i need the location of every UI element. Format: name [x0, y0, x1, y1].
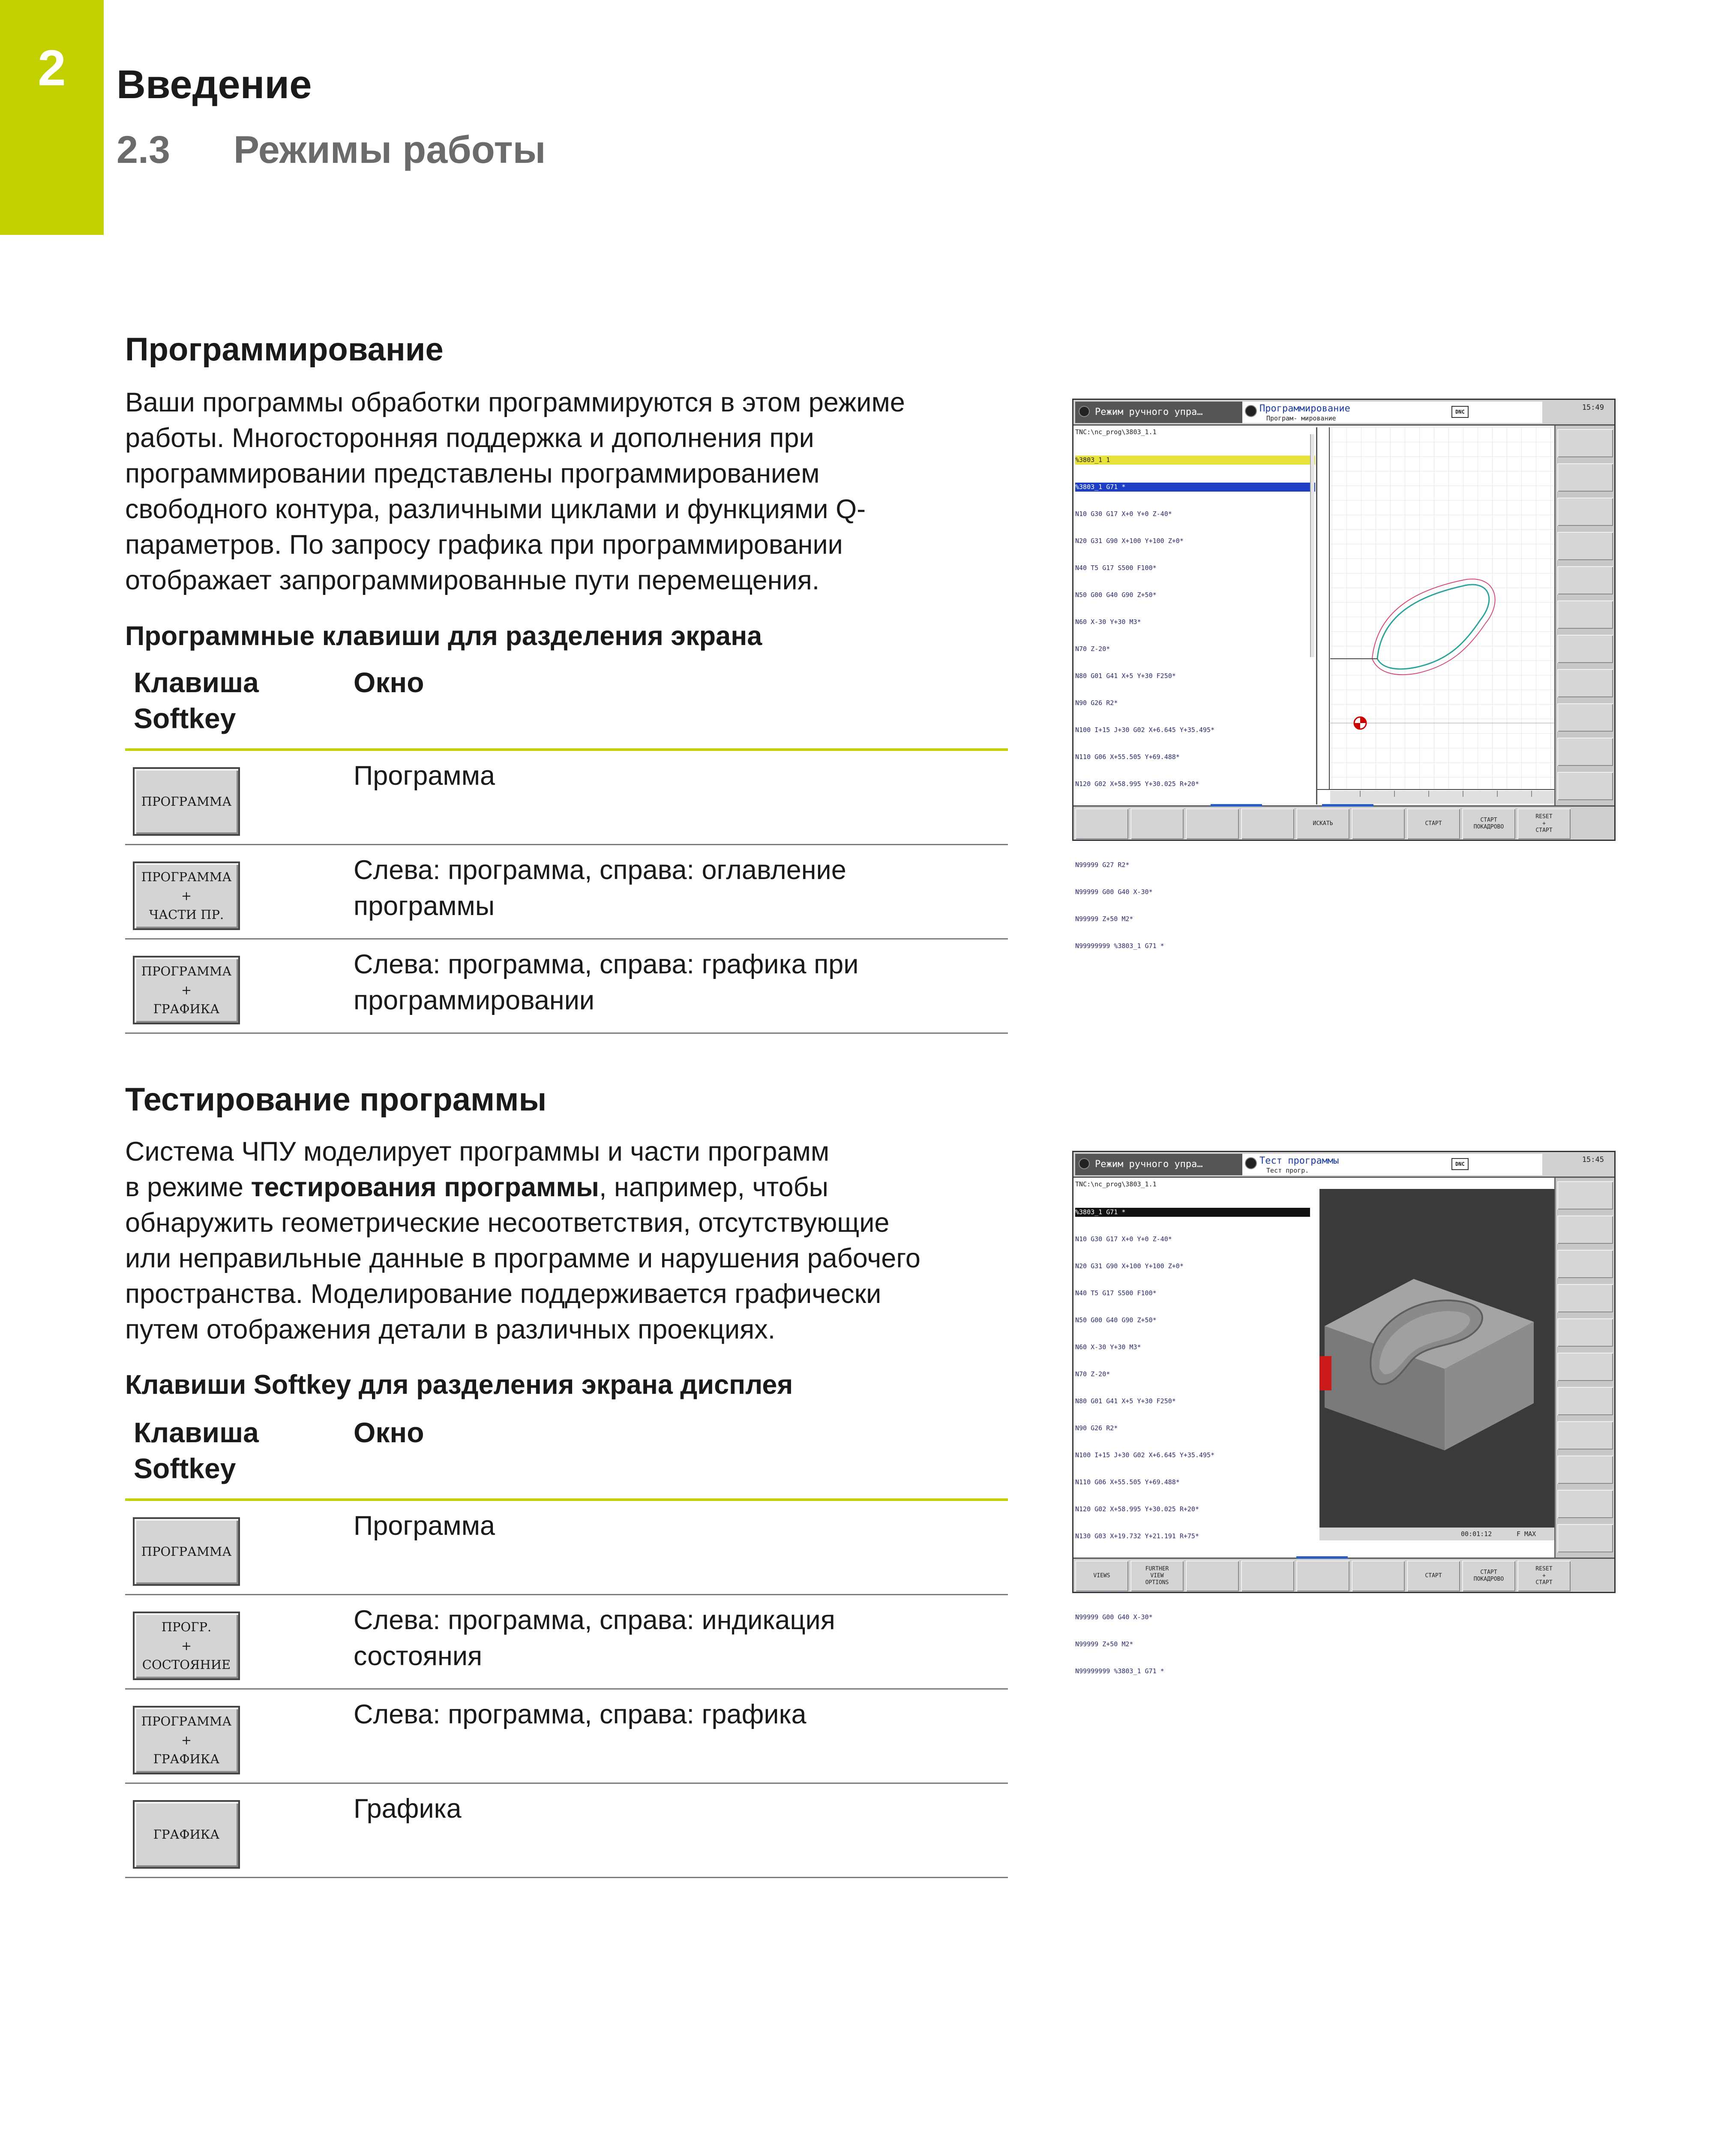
vertical-softkey[interactable]	[1557, 669, 1613, 697]
tab-manual-operation[interactable]	[1075, 402, 1242, 423]
softkey[interactable]	[1186, 808, 1239, 839]
program-line[interactable]: N99999 G00 G40 X-30*	[1075, 888, 1153, 896]
softkey[interactable]	[1352, 808, 1405, 839]
softkey-start-single-block[interactable]: СТАРТ ПОКАДРОВО	[1462, 808, 1515, 839]
clock: 15:49	[1582, 403, 1604, 412]
table-row	[125, 1595, 1008, 1690]
tab-label: Режим ручного упра…	[1095, 407, 1203, 417]
program-scrollbar[interactable]	[1310, 434, 1314, 657]
section-number: 2.3	[117, 129, 171, 171]
programming-mode-screenshot	[1072, 399, 1616, 950]
row-description: Слева: программа, справа: графика при программировании	[354, 949, 859, 1015]
programming-graphics-pane	[1316, 427, 1554, 804]
manual-mode-icon	[1079, 406, 1090, 417]
softkey-views[interactable]: VIEWS	[1075, 1561, 1128, 1591]
paragraph-line: работы. Многосторонняя поддержка и дополнения при	[125, 423, 814, 453]
dnc-indicator: DNC	[1451, 1158, 1469, 1170]
table-row	[125, 1784, 1008, 1878]
manual-mode-icon	[1079, 1158, 1090, 1169]
programming-heading: Программирование	[125, 331, 444, 368]
paragraph-line: отображает запрограммированные пути перемещения.	[125, 565, 820, 595]
program-line[interactable]: N99999 G27 R2*	[1075, 861, 1130, 869]
program-listing	[1075, 1190, 1315, 1694]
program-line[interactable]: N40 T5 G17 S500 F100*	[1075, 1289, 1157, 1297]
softkey-level-indicator	[1296, 1556, 1348, 1559]
tab-label: Режим ручного упра…	[1095, 1159, 1203, 1170]
program-line[interactable]: N110 G06 X+55.505 Y+69.488*	[1075, 753, 1180, 761]
row-description: Слева: программа, справа: индикация состояния	[354, 1605, 835, 1671]
paragraph-line: обнаружить геометрические несоответствия, отсутствующие	[125, 1208, 890, 1238]
program-line[interactable]: N99999 Z+50 M2*	[1075, 915, 1133, 923]
column-header-key: Клавиша Softkey	[134, 1417, 259, 1484]
vertical-softkey-bar	[1554, 1178, 1614, 1558]
testing-paragraph	[125, 1134, 1016, 1348]
softkey[interactable]	[1075, 808, 1128, 839]
simulation-time: 00:01:12	[1461, 1530, 1492, 1538]
chapter-title: Введение	[117, 62, 312, 107]
simulation-status-bar	[1319, 1528, 1559, 1540]
program-line[interactable]: N120 G02 X+58.995 Y+30.025 R+20*	[1075, 1505, 1199, 1513]
program-line[interactable]: N99999 Z+50 M2*	[1075, 1640, 1133, 1648]
softkey-start[interactable]: СТАРТ	[1407, 808, 1460, 839]
table-row	[125, 939, 1008, 1034]
softkey-program-graphics[interactable]: ПРОГРАММА + ГРАФИКА	[133, 956, 240, 1024]
vertical-softkey[interactable]	[1557, 1387, 1613, 1415]
program-line[interactable]: N50 G00 G40 G90 Z+50*	[1075, 591, 1157, 599]
softkey-graphics[interactable]: ГРАФИКА	[133, 1800, 240, 1869]
clock: 15:45	[1582, 1156, 1604, 1164]
programming-table-title: Программные клавиши для разделения экрана	[125, 621, 762, 651]
program-line[interactable]: N90 G26 R2*	[1075, 1424, 1118, 1432]
vertical-softkey[interactable]	[1557, 463, 1613, 492]
program-line[interactable]: %3803_1 G71 *	[1075, 1208, 1310, 1217]
vertical-softkey[interactable]	[1557, 1490, 1613, 1518]
program-listing	[1075, 438, 1315, 969]
row-description: Графика	[354, 1794, 462, 1824]
program-line[interactable]: N10 G30 G17 X+0 Y+0 Z-40*	[1075, 510, 1172, 518]
softkey-program-graphics[interactable]: ПРОГРАММА + ГРАФИКА	[133, 1706, 240, 1774]
tab-label: Тест программы	[1259, 1156, 1339, 1166]
vertical-softkey[interactable]	[1557, 498, 1613, 526]
paragraph-line: параметров. По запросу графика при программировании	[125, 530, 843, 560]
workpiece-3d-graphic	[1319, 1189, 1559, 1540]
feed-display: F MAX	[1517, 1530, 1536, 1538]
vertical-softkey[interactable]	[1557, 738, 1613, 766]
tab-test-run[interactable]	[1242, 1154, 1542, 1175]
table-row	[125, 845, 1008, 939]
table-row	[125, 1690, 1008, 1784]
vertical-softkey[interactable]	[1557, 1353, 1613, 1381]
chapter-number: 2	[38, 40, 66, 96]
program-line[interactable]: N100 I+15 J+30 G02 X+6.645 Y+35.495*	[1075, 1451, 1215, 1459]
tab-programming[interactable]	[1242, 402, 1542, 423]
tab-sublabel: Тест прогр.	[1266, 1167, 1309, 1174]
paragraph-line: или неправильные данные в программе и нарушения рабочего	[125, 1243, 920, 1273]
softkey-search[interactable]: ИСКАТЬ	[1296, 808, 1349, 839]
program-line[interactable]: N99999999 %3803_1 G71 *	[1075, 942, 1164, 950]
vertical-softkey[interactable]	[1557, 1456, 1613, 1484]
program-line[interactable]: N70 Z-20*	[1075, 1370, 1110, 1378]
program-line[interactable]: N40 T5 G17 S500 F100*	[1075, 564, 1157, 572]
table-row	[125, 751, 1008, 845]
horizontal-softkey-bar	[1073, 1558, 1614, 1592]
program-line[interactable]: N50 G00 G40 G90 Z+50*	[1075, 1316, 1157, 1324]
softkey[interactable]	[1186, 1561, 1239, 1591]
softkey-further-view-options[interactable]: FURTHER VIEW OPTIONS	[1130, 1561, 1184, 1591]
vertical-softkey[interactable]	[1557, 1524, 1613, 1552]
program-line[interactable]: N60 X-30 Y+30 M3*	[1075, 1343, 1141, 1351]
testing-table-title: Клавиши Softkey для разделения экрана дисплея	[125, 1370, 793, 1400]
simulation-view[interactable]	[1319, 1189, 1559, 1540]
testing-heading: Тестирование программы	[125, 1081, 547, 1118]
vertical-softkey[interactable]	[1557, 703, 1613, 732]
programming-softkey-table	[125, 660, 1008, 1034]
contour-graphic	[1317, 427, 1554, 804]
program-line[interactable]: N80 G01 G41 X+5 Y+30 F250*	[1075, 1397, 1176, 1405]
paragraph-line: Ваши программы обработки программируются в этом режиме	[125, 387, 905, 417]
program-line[interactable]: N110 G06 X+55.505 Y+69.488*	[1075, 1478, 1180, 1486]
softkey-simulation-speed[interactable]	[1296, 1561, 1349, 1591]
test-run-screenshot	[1072, 1151, 1616, 1675]
table-header	[125, 660, 1008, 751]
program-line[interactable]: N70 Z-20*	[1075, 645, 1110, 653]
programming-paragraph	[125, 385, 1016, 598]
program-line[interactable]: N20 G31 G90 X+100 Y+100 Z+0*	[1075, 1262, 1184, 1270]
paragraph-line: Система ЧПУ моделирует программы и части программ	[125, 1137, 830, 1167]
programming-mode-icon	[1245, 405, 1257, 417]
program-line[interactable]: N90 G26 R2*	[1075, 699, 1118, 707]
program-line[interactable]: N130 G03 X+19.732 Y+21.191 R+75*	[1075, 1532, 1199, 1540]
softkey-program-status[interactable]: ПРОГР. + СОСТОЯНИЕ	[133, 1612, 240, 1680]
chapter-tab	[0, 0, 104, 235]
column-header-window: Окно	[354, 666, 424, 698]
paragraph-line: свободного контура, различными циклами и функциями Q-	[125, 494, 866, 524]
dnc-indicator: DNC	[1451, 406, 1469, 418]
softkey-program[interactable]: ПРОГРАММА	[133, 1517, 240, 1586]
softkey-level-indicator	[1211, 804, 1262, 807]
vertical-softkey[interactable]	[1557, 1284, 1613, 1312]
column-header-key: Клавиша Softkey	[134, 666, 259, 734]
program-line[interactable]: N60 X-30 Y+30 M3*	[1075, 618, 1141, 626]
program-line[interactable]: N80 G01 G41 X+5 Y+30 F250*	[1075, 672, 1176, 680]
vertical-softkey[interactable]	[1557, 566, 1613, 594]
table-header	[125, 1410, 1008, 1501]
table-row	[125, 1501, 1008, 1595]
program-line[interactable]: N20 G31 G90 X+100 Y+100 Z+0*	[1075, 537, 1184, 545]
vertical-softkey[interactable]	[1557, 635, 1613, 663]
softkey-start-single-block[interactable]: СТАРТ ПОКАДРОВО	[1462, 1561, 1515, 1591]
vertical-softkey[interactable]	[1557, 772, 1613, 800]
vertical-softkey[interactable]	[1557, 600, 1613, 629]
program-line[interactable]: N100 I+15 J+30 G02 X+6.645 Y+35.495*	[1075, 726, 1215, 734]
mode-bar	[1073, 400, 1614, 426]
softkey-reset-start[interactable]: RESET + СТАРТ	[1517, 808, 1571, 839]
testing-softkey-table	[125, 1410, 1008, 1878]
softkey[interactable]	[1130, 808, 1184, 839]
mode-name-bold: тестирования программы	[251, 1172, 599, 1202]
program-line[interactable]: N120 G02 X+58.995 Y+30.025 R+20*	[1075, 780, 1199, 788]
paragraph-text: , например, чтобы	[599, 1172, 828, 1202]
row-description: Слева: программа, справа: графика	[354, 1699, 807, 1729]
vertical-softkey-bar	[1554, 426, 1614, 805]
paragraph-line: программировании представлены программированием	[125, 459, 820, 489]
paragraph-line	[125, 1170, 1016, 1205]
softkey[interactable]	[1352, 1561, 1405, 1591]
section-title: Режимы работы	[234, 129, 546, 171]
test-run-mode-icon	[1245, 1157, 1257, 1169]
paragraph-text: в режиме	[125, 1172, 251, 1202]
program-line[interactable]: %3803_1 G71 *	[1075, 483, 1315, 492]
program-path: TNC:\nc_prog\3803_1.1	[1075, 1180, 1157, 1188]
vertical-softkey[interactable]	[1557, 1318, 1613, 1347]
softkey[interactable]	[1241, 808, 1294, 839]
vertical-softkey[interactable]	[1557, 1181, 1613, 1210]
program-line[interactable]: N99999999 %3803_1 G71 *	[1075, 1667, 1164, 1675]
mode-bar	[1073, 1152, 1614, 1178]
row-description: Программа	[354, 761, 495, 791]
row-description: Слева: программа, справа: оглавление программы	[354, 855, 846, 921]
softkey-level-indicator	[1322, 804, 1373, 807]
paragraph-line: пространства. Моделирование поддерживается графически	[125, 1279, 881, 1309]
vertical-softkey[interactable]	[1557, 1421, 1613, 1450]
horizontal-softkey-bar	[1073, 805, 1614, 840]
row-description: Программа	[354, 1511, 495, 1541]
column-header-window: Окно	[354, 1417, 424, 1448]
vertical-softkey[interactable]	[1557, 1250, 1613, 1278]
vertical-softkey[interactable]	[1557, 532, 1613, 560]
tab-manual-operation[interactable]	[1075, 1154, 1242, 1175]
tab-sublabel: Програм- мирование	[1266, 414, 1336, 422]
program-line[interactable]: N10 G30 G17 X+0 Y+0 Z-40*	[1075, 1235, 1172, 1243]
program-line[interactable]: %3803_1 1	[1075, 456, 1315, 465]
softkey-start[interactable]: СТАРТ	[1407, 1561, 1460, 1591]
program-path: TNC:\nc_prog\3803_1.1	[1075, 428, 1157, 436]
tab-label: Программирование	[1259, 403, 1350, 414]
softkey-program-sections[interactable]: ПРОГРАММА + ЧАСТИ ПР.	[133, 861, 240, 930]
softkey-reset-start[interactable]: RESET + СТАРТ	[1517, 1561, 1571, 1591]
vertical-softkey[interactable]	[1557, 429, 1613, 457]
paragraph-line: путем отображения детали в различных проекциях.	[125, 1315, 776, 1345]
program-line[interactable]: N99999 G00 G40 X-30*	[1075, 1613, 1153, 1621]
softkey-program[interactable]: ПРОГРАММА	[133, 767, 240, 836]
vertical-softkey[interactable]	[1557, 1216, 1613, 1244]
softkey[interactable]	[1241, 1561, 1294, 1591]
